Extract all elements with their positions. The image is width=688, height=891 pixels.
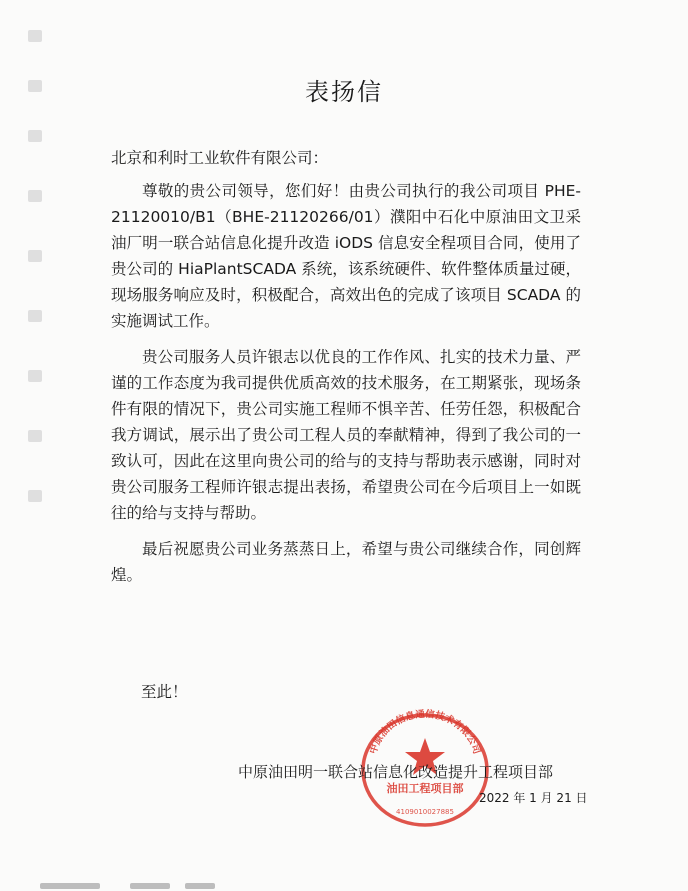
date: 2022 年 1 月 21 日	[479, 791, 588, 805]
seal-inner-text: 油田工程项目部	[386, 782, 464, 795]
paragraph: 尊敬的贵公司领导，您们好！由贵公司执行的我公司项目 PHE-21120010/B1（BHE-21120266/01）濮阳中石化中原油田文卫采油厂明一联合站信息化提升改造 iODS 信息安全程项目合同，使用了贵公司的 HiaPlantSCADA 系统，该系统硬件、软件整体质量过硬，现场服务响应及时，积极配合，高效出色的完成了该项目 SCADA 的实施调试工作。	[111, 182, 581, 330]
seal-number: 4109010027885	[396, 808, 454, 816]
scan-footer-marks	[0, 880, 688, 891]
letter-body	[111, 178, 581, 598]
signer: 中原油田明一联合站信息化改造提升工程项目部	[238, 763, 554, 781]
paragraph: 贵公司服务人员许银志以优良的工作作风、扎实的技术力量、严谨的工作态度为我司提供优质高效的技术服务，在工期紧张，现场条件有限的情况下，贵公司实施工程师不惧辛苦、任劳任怨，积极配合我方调试，展示出了贵公司工程人员的奉献精神，得到了我公司的一致认可，因此在这里向贵公司的给与的支持与帮助表示感谢，同时对贵公司服务工程师许银志提出表扬，希望贵公司在今后项目上一如既往的给与支持与帮助。	[111, 348, 581, 522]
closing: 至此！	[141, 683, 188, 701]
seal-ring-text: 中原油田信息通信技术有限公司	[368, 708, 482, 756]
salutation: 北京和利时工业软件有限公司：	[111, 149, 329, 167]
paragraph: 最后祝愿贵公司业务蒸蒸日上，希望与贵公司继续合作，同创辉煌。	[111, 540, 581, 584]
letter-title: 表扬信	[305, 78, 383, 106]
